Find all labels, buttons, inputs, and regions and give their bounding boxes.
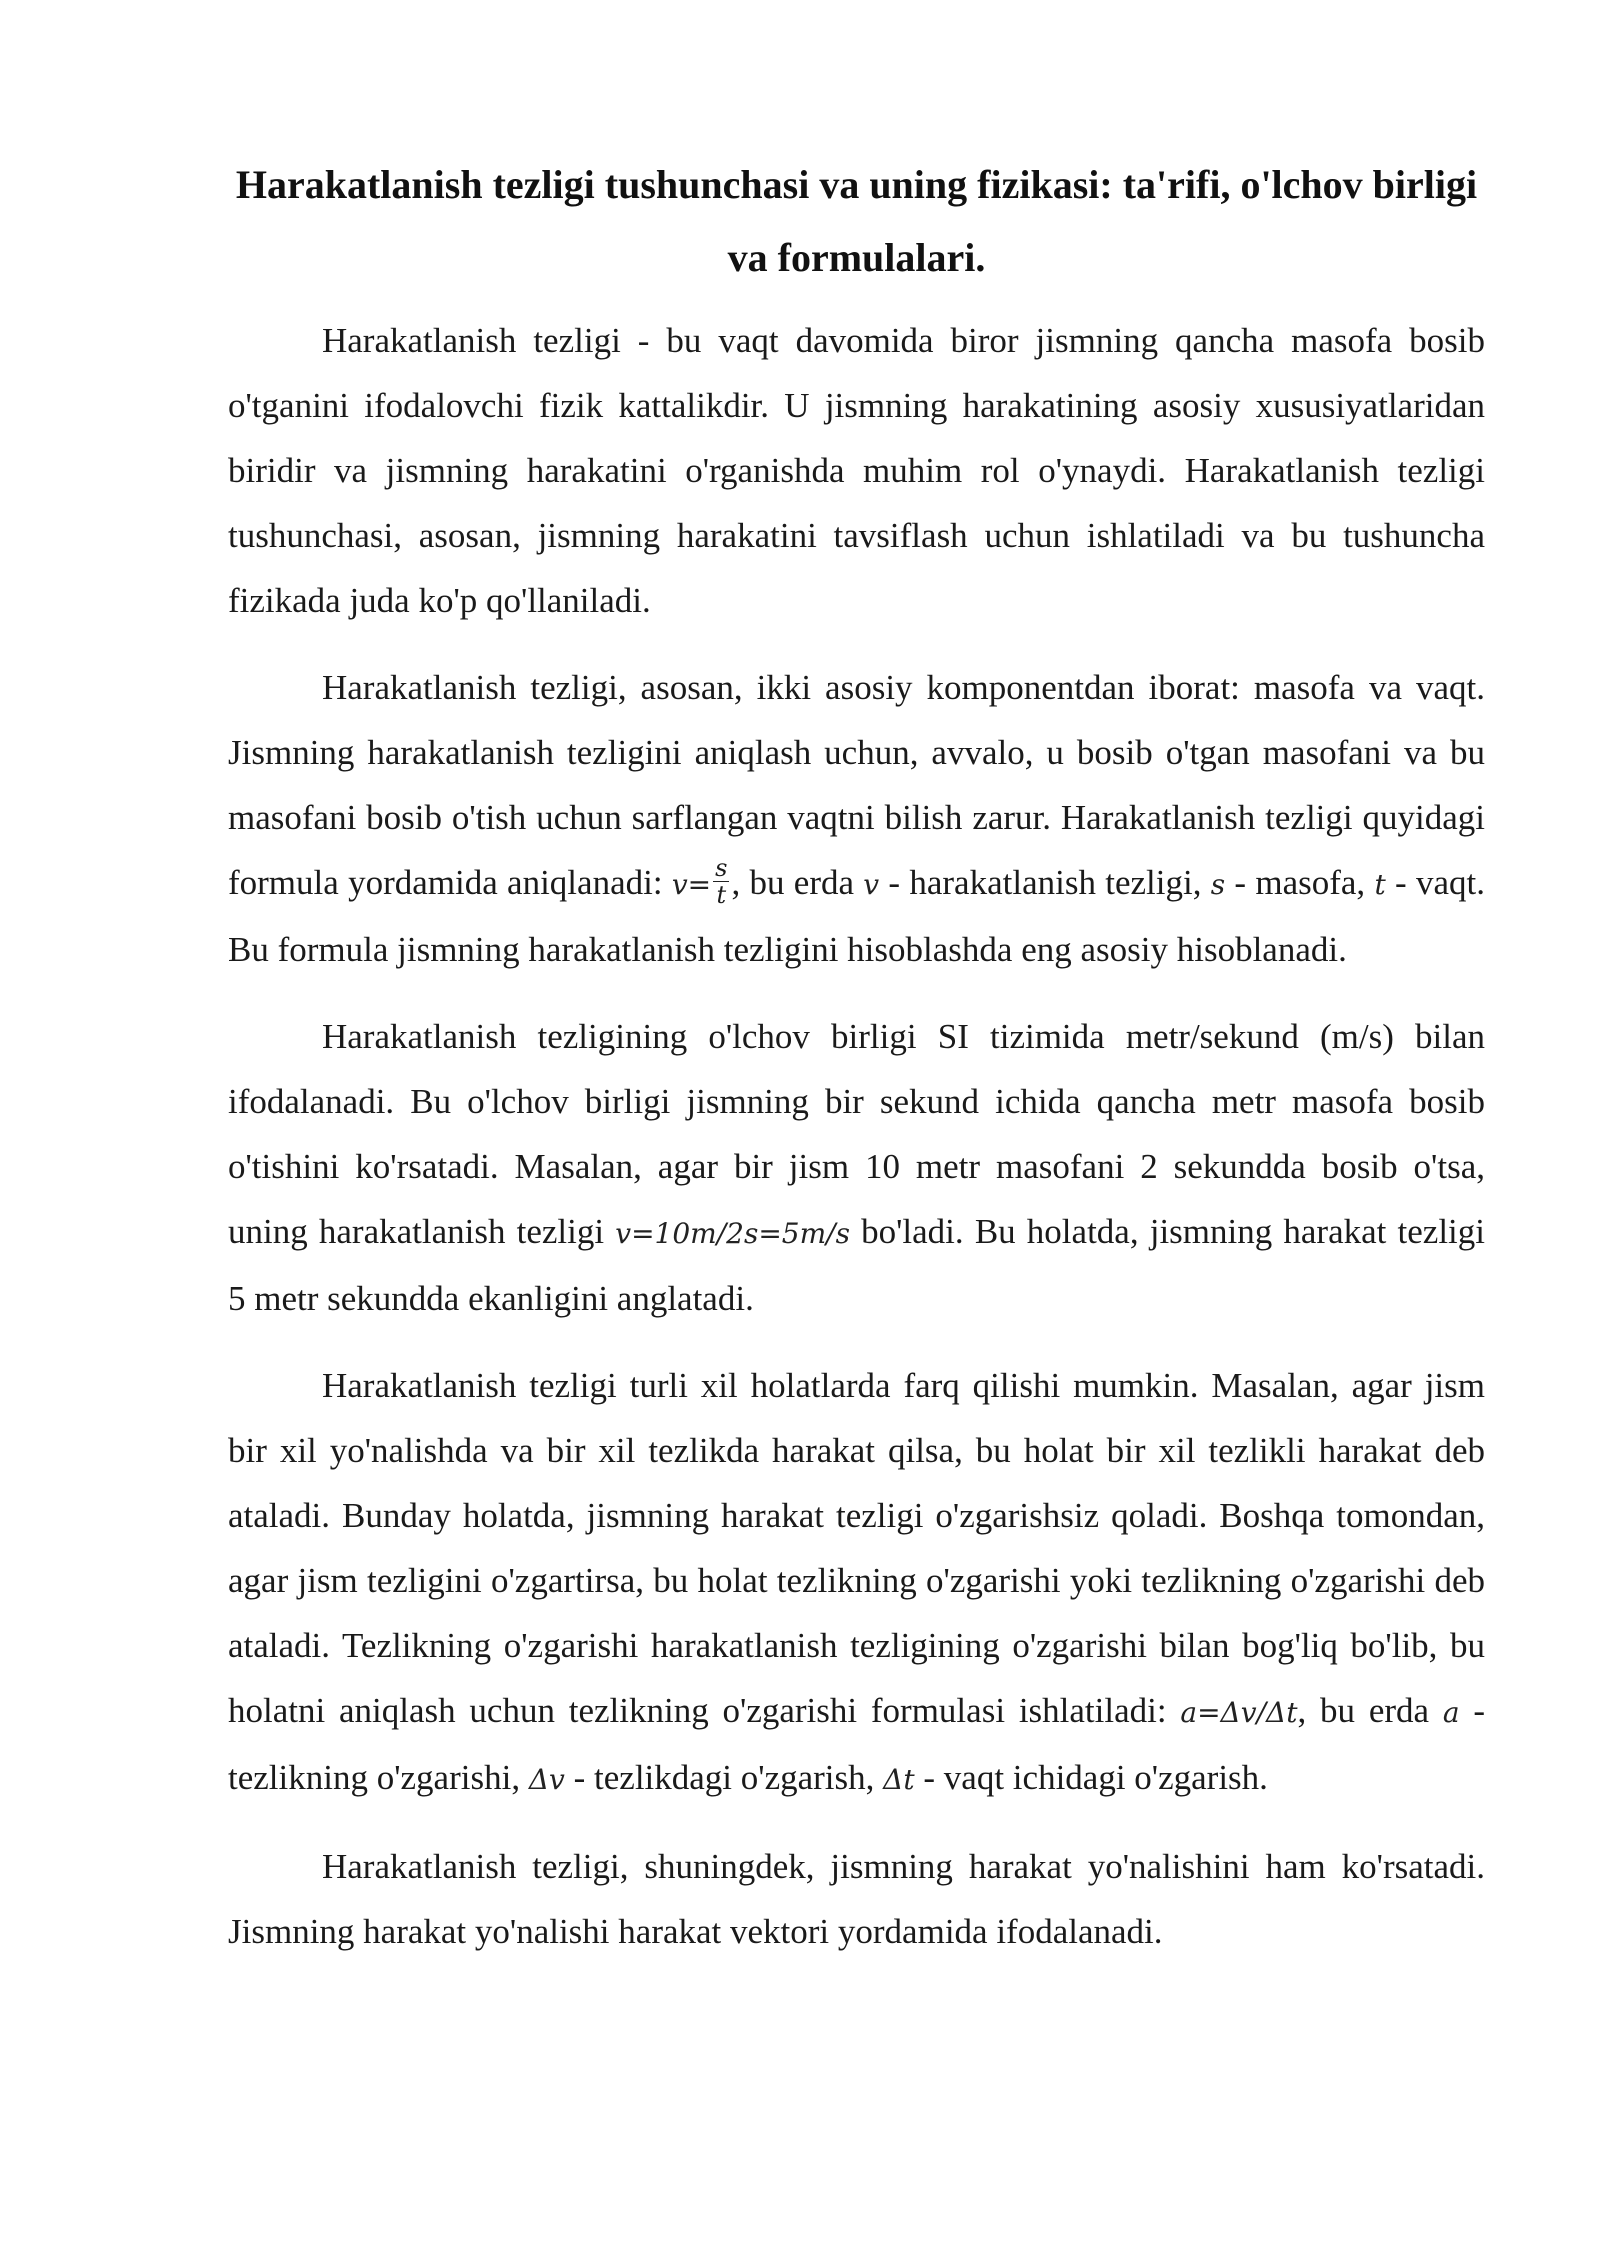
formula-acceleration: a=Δv/Δt	[1180, 1696, 1298, 1729]
variable-t: t	[1374, 868, 1386, 901]
paragraph-formula	[228, 655, 1485, 982]
paragraph-text: bo'ladi. Bu holatda, jismning harakat tezligi 5 metr sekundda ekanligini anglatadi.	[228, 1212, 1486, 1318]
variable-a: a	[1442, 1696, 1460, 1729]
formula-fraction	[713, 855, 729, 908]
paragraph-acceleration	[228, 1353, 1485, 1812]
formula-lhs: v=	[671, 868, 712, 901]
paragraph-units	[228, 1004, 1485, 1331]
paragraph-text: - vaqt ichidagi o'zgarish.	[914, 1758, 1268, 1797]
variable-delta-t: Δt	[883, 1763, 915, 1796]
document-page	[228, 148, 1485, 1986]
paragraph-text: - harakatlanish tezligi,	[879, 863, 1211, 902]
variable-v: v	[863, 868, 880, 901]
variable-s: s	[1210, 868, 1226, 901]
paragraph-text: Harakatlanish tezligi turli xil holatlarda farq qilishi mumkin. Masalan, agar jism bir xil yo'nalishda va bir xil tezlikda harakat qilsa, bu holat bir xil tezlikli harakat deb ataladi. Bunday holatda, jismning harakat tezligi o'zgarishsiz qoladi. Boshqa tomondan, agar jism tezligini o'zgartirsa, bu holat tezlikning o'zgarishi yoki tezlikning o'zgarishi deb ataladi. Tezlikning o'zgarishi harakatlanish tezligining o'zgarishi bilan bog'liq bo'lib, bu holatni aniqlash uchun tezlikning o'zgarishi formulasi ishlatiladi:	[228, 1366, 1485, 1730]
variable-delta-v: Δv	[528, 1763, 565, 1796]
paragraph-text: Harakatlanish tezligi, asosan, ikki asosiy komponentdan iborat: masofa va vaqt. Jismning harakatlanish tezligini aniqlash uchun, avvalo, u bosib o'tgan masofani va bu masofani bosib o'tish uchun sarflangan vaqtni bilish zarur. Harakatlanish tezligi quyidagi formula yordamida aniqlanadi:	[228, 668, 1485, 902]
paragraph-text: Harakatlanish tezligining o'lchov birligi SI tizimida metr/sekund (m/s) bilan ifodalanadi. Bu o'lchov birligi jismning bir sekund ichida qancha metr masofa bosib o'tishini ko'rsatadi. Masalan, agar bir jism 10 metr masofani 2 sekundda bosib o'tsa, uning harakatlanish tezligi	[228, 1017, 1485, 1251]
formula-numerator: s	[715, 854, 728, 883]
formula-example: v=10m/2s=5m/s	[615, 1217, 850, 1250]
paragraph-text: - vaqt. Bu formula jismning harakatlanish tezligini hisoblashda eng asosiy hisoblanadi.	[228, 863, 1485, 969]
paragraph-direction: Harakatlanish tezligi, shuningdek, jismning harakat yo'nalishini ham ko'rsatadi. Jismning harakat yo'nalishi harakat vektori yordamida ifodalanadi.	[228, 1847, 1485, 1951]
paragraph-definition: Harakatlanish tezligi - bu vaqt davomida biror jismning qancha masofa bosib o'tganini ifodalovchi fizik kattalikdir. U jismning harakatining asosiy xususiyatlaridan biridir va jismning harakatini o'rganishda muhim rol o'ynaydi. Harakatlanish tezligi tushunchasi, asosan, jismning harakatini tavsiflash uchun ishlatiladi va bu tushuncha fizikada juda ko'p qo'llaniladi.	[228, 321, 1485, 620]
document-title: Harakatlanish tezligi tushunchasi va uning fizikasi: ta'rifi, o'lchov birligi va formulalari.	[235, 162, 1478, 280]
paragraph-text: , bu erda	[1297, 1691, 1443, 1730]
paragraph-text: - tezlikdagi o'zgarish,	[564, 1758, 884, 1797]
paragraph-text: - masofa,	[1225, 863, 1375, 902]
paragraph-text: - tezlikning o'zgarishi,	[228, 1691, 1486, 1797]
formula-denominator: t	[716, 881, 727, 910]
paragraph-text: , bu erda	[731, 863, 864, 902]
